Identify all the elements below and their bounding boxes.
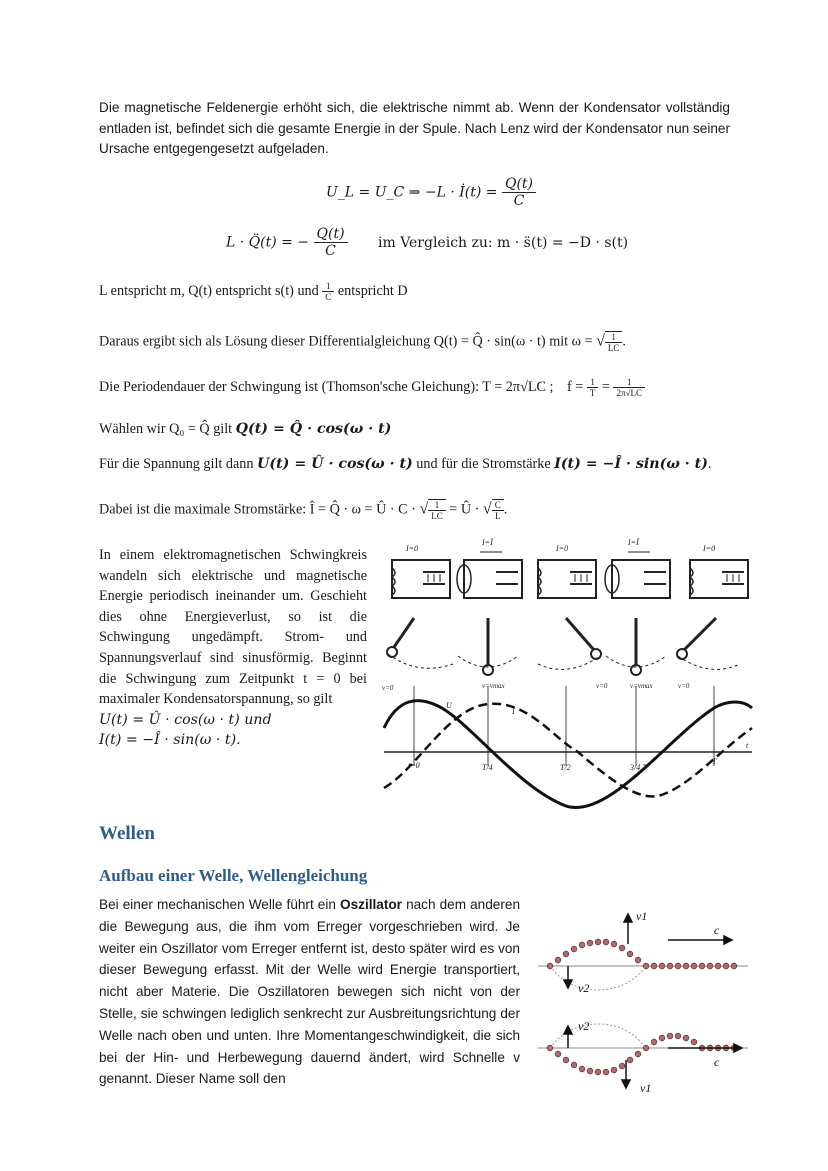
speed-label-4: v=vmax <box>630 682 653 690</box>
equation-ul-uc <box>326 176 536 209</box>
oscillation-u-eq: U(t) = Û · cos(ω · t) und <box>99 711 272 728</box>
choose-line <box>99 421 391 438</box>
axis-label-t4: T/4 <box>482 763 493 772</box>
axis-label-t: t <box>746 741 749 750</box>
equation-lq <box>226 226 628 259</box>
voltage-d: I(t) = −Î · sin(ω · t) <box>554 456 708 472</box>
period-f2num: 1 <box>613 377 644 388</box>
wave-paragraph <box>99 894 520 1090</box>
voltage-e: . <box>707 456 712 472</box>
circuit-pendulum-figure <box>378 538 762 812</box>
period-fnum: 1 <box>587 377 599 388</box>
period-f2den: 2π√LC <box>616 388 642 398</box>
period-text: Die Periodendauer der Schwingung ist (Thomson'sche Gleichung): T = 2π√LC ; <box>99 378 554 395</box>
speed-label-2: v=vmax <box>482 682 505 690</box>
correspondence-a: L entspricht m, Q(t) entspricht s(t) und <box>99 282 319 299</box>
speed-label-3: v=0 <box>596 682 608 690</box>
wave-label-v1-bottom: v1 <box>640 1081 652 1095</box>
eq1-numerator: Q(t) <box>502 176 536 193</box>
label-imax-1: I=Î <box>482 538 493 547</box>
wave-figure <box>538 900 750 1100</box>
wave-bold: Oszillator <box>340 897 402 912</box>
pendulum-2 <box>458 618 518 675</box>
wave-label-v2-upper: v2 <box>578 981 590 995</box>
solution-root-den: LC <box>607 343 620 353</box>
eq2-numerator: Q(t) <box>314 226 348 243</box>
solution-text: Daraus ergibt sich als Lösung dieser Differentialgleichung Q(t) = Q̂ · sin(ω · t) mit ω = <box>99 333 593 350</box>
maxcur-a: Dabei ist die maximale Stromstärke: Î = Q̂ · ω = Û · C · <box>99 501 416 518</box>
section-title: Wellen <box>99 823 155 844</box>
voltage-curve <box>384 701 752 808</box>
axis-label-t0: t=0 <box>408 761 420 770</box>
label-i0-3: I=0 <box>703 544 716 553</box>
circuit-1 <box>392 560 450 598</box>
axis-label-T: T <box>712 757 717 766</box>
period-f: f = <box>567 378 584 395</box>
voltage-c: und für die Stromstärke <box>416 456 551 472</box>
upper-wave-beads <box>547 939 737 969</box>
period-fden: T <box>589 388 596 398</box>
circuit-5 <box>690 560 748 598</box>
oscillation-text: In einem elektromagnetischen Schwingkreis wandeln sich elektrische und magnetische Energie periodisch ineinander um. Geschieht dies ohne Energieverlust, so ist die Schwingung ungedämpft. Strom- und Spannungsverlauf sind sinusförmig. Beginnt die Schwingung zum Zeitpunkt t = 0 bei maximaler Kondensatorspannung, so gilt <box>99 547 367 708</box>
eq2-compare: im Vergleich zu: m · s̈(t) = −D · s(t) <box>377 234 629 251</box>
maxcur-r1den: LC <box>431 511 443 521</box>
current-curve <box>384 704 752 797</box>
eq1-denominator: C <box>513 193 525 209</box>
wave-label-v1-top: v1 <box>636 909 648 923</box>
oscillation-i-eq: I(t) = −Î · sin(ω · t). <box>99 732 241 749</box>
maxcur-mid: = Û · <box>449 501 480 518</box>
pendulum-3 <box>538 618 601 669</box>
eq2-denominator: C <box>325 243 336 259</box>
voltage-line <box>99 456 711 473</box>
maxcur-end: . <box>503 501 508 518</box>
solution-end: . <box>622 333 626 350</box>
lower-wave-beads <box>547 1033 737 1075</box>
eq1-left: U_L = U_C ⇒ −L · İ(t) = <box>326 184 498 201</box>
corr-frac-num: 1 <box>322 281 334 292</box>
wave-part1: Bei einer mechanischen Welle führt ein <box>99 897 336 912</box>
pendulum-1 <box>387 618 453 668</box>
pendulum-4 <box>606 618 666 675</box>
label-i0-1: I=0 <box>406 544 419 553</box>
maxcur-r2den: L <box>494 511 501 521</box>
choose-a: Wählen wir Q₀ = Q̂ gilt <box>99 421 233 437</box>
axis-label-3t4: 3/4 T <box>630 763 647 772</box>
curve-label-i: I <box>512 707 515 716</box>
wave-label-c-top: c <box>714 923 720 937</box>
circuit-4 <box>605 552 670 598</box>
oscillation-paragraph <box>99 545 367 751</box>
choose-b: Q(t) = Q̂ · cos(ω · t) <box>235 421 392 437</box>
subsection-title: Aufbau einer Welle, Wellengleichung <box>99 866 368 885</box>
voltage-a: Für die Spannung gilt dann <box>99 456 254 472</box>
eq2-left: L · Q̈(t) = − <box>226 234 310 251</box>
wave-label-c-bottom: c <box>714 1055 720 1069</box>
label-i0-2: I=0 <box>556 544 569 553</box>
max-current-line: Dabei ist die maximale Stromstärke: Î = Q̂ · ω = Û · C · √ $\frac{1}{LC}$ = Û · √ $\frac{C}{L}$ . <box>99 500 508 521</box>
circuit-2 <box>457 552 522 598</box>
period-eq: = <box>601 378 610 395</box>
curve-label-u: U <box>446 701 452 710</box>
speed-label-5: v=0 <box>678 682 690 690</box>
axis-label-t2: T/2 <box>560 763 571 772</box>
speed-label-1: v=0 <box>382 684 394 692</box>
maxcur-r1num: 1 <box>428 500 446 511</box>
solution-line: Daraus ergibt sich als Lösung dieser Differentialgleichung Q(t) = Q̂ · sin(ω · t) mit ω = √ $\frac{1}{LC}$ . <box>99 332 626 353</box>
correspondence-line <box>99 281 408 302</box>
solution-root-num: 1 <box>605 332 623 343</box>
period-line <box>99 377 645 398</box>
circuit-3 <box>538 560 596 598</box>
corr-frac-den: C <box>325 292 332 302</box>
intro-paragraph: Die magnetische Feldenergie erhöht sich, die elektrische nimmt ab. Wenn der Kondensator vollständig entladen ist, befindet sich die gesamte Energie in der Spule. Nach Lenz wird der Kondensator nun seiner Ursache entgegengesetzt aufgeladen. <box>99 100 730 156</box>
wave-part2: nach dem anderen die Bewegung aus, die ihm vom Erreger vorgeschrieben wird. Je weiter ein Oszillator vom Erreger entfernt ist, desto später wird es von dieser Bewegung erfasst. Mit der Welle wird Energie transportiert, nicht aber Materie. Die Oszillatoren bewegen sich nicht von der Stelle, sie schwingen lediglich senkrecht zur Ausbreitungsrichtung der Welle nach oben und unten. Ihre Momentangeschwindigkeit, die sich bei der Hin- und Herbewegung dauernd ändert, wird Schnelle v genannt. Dieser Name soll den <box>99 897 521 1087</box>
wave-label-v2-lower: v2 <box>578 1019 590 1033</box>
pendulum-5 <box>677 618 740 669</box>
correspondence-b: entspricht D <box>337 282 408 299</box>
maxcur-r2num: C <box>492 500 504 511</box>
label-imax-2: I=Î <box>628 538 639 547</box>
voltage-b: U(t) = Û · cos(ω · t) <box>257 456 413 472</box>
